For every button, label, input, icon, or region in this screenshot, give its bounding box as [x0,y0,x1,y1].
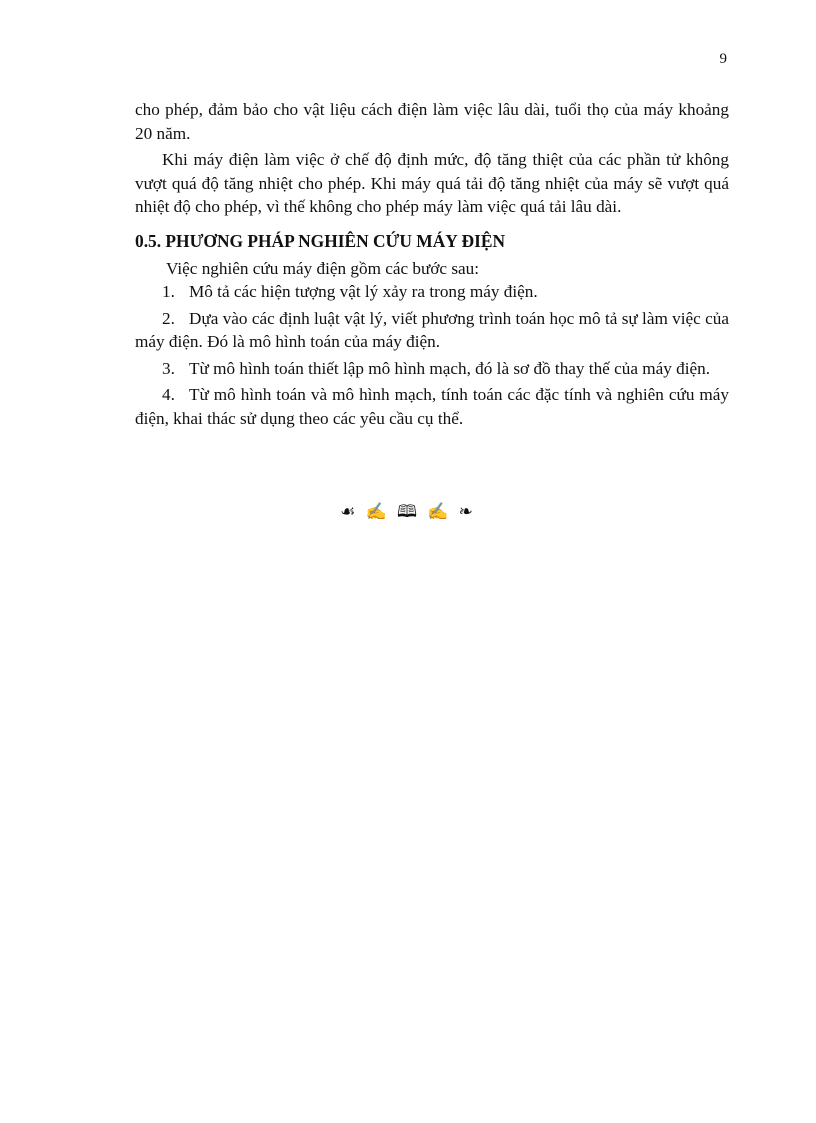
list-item [135,357,729,381]
list-item-text: Từ mô hình toán và mô hình mạch, tính toán các đặc tính và nghiên cứu máy điện, khai thác sử dụng theo các yêu cầu cụ thể. [135,385,729,428]
list-item-number: 4. [162,385,175,404]
list-item-text: Dựa vào các định luật vật lý, viết phương trình toán học mô tả sự làm việc của máy điện. Đó là mô hình toán của máy điện. [135,308,729,351]
list-item-number: 1. [162,282,175,301]
list-item [135,307,729,354]
list-item-number: 3. [162,358,175,378]
list-item-text: Mô tả các hiện tượng vật lý xảy ra trong máy điện. [189,282,538,301]
list-item-number: 2. [162,308,175,328]
paragraph-temperature: Khi máy điện làm việc ở chế độ định mức, độ tăng thiệt của các phần tử không vượt quá độ tăng nhiệt cho phép. Khi máy quá tải độ tăng nhiệt của máy sẽ vượt quá nhiệt độ cho phép, vì thế không cho phép máy làm việc quá tải lâu dài. [135,150,729,216]
page-content [135,98,729,433]
page-number: 9 [719,51,727,67]
paragraph-continuation: cho phép, đảm bảo cho vật liệu cách điện làm việc lâu dài, tuổi thọ của máy khoảng 20 năm. [135,100,729,143]
list-item-text: Từ mô hình toán thiết lập mô hình mạch, đó là sơ đồ thay thế của máy điện. [189,358,711,378]
section-intro: Việc nghiên cứu máy điện gồm các bước sau: [166,258,480,278]
list-item [135,383,729,430]
section-end-ornament-icon: ☙ ✍ 🕮 ✍ ❧ [340,502,476,521]
section-heading: 0.5. PHƯƠNG PHÁP NGHIÊN CỨU MÁY ĐIỆN [135,230,506,251]
list-item [135,280,729,304]
